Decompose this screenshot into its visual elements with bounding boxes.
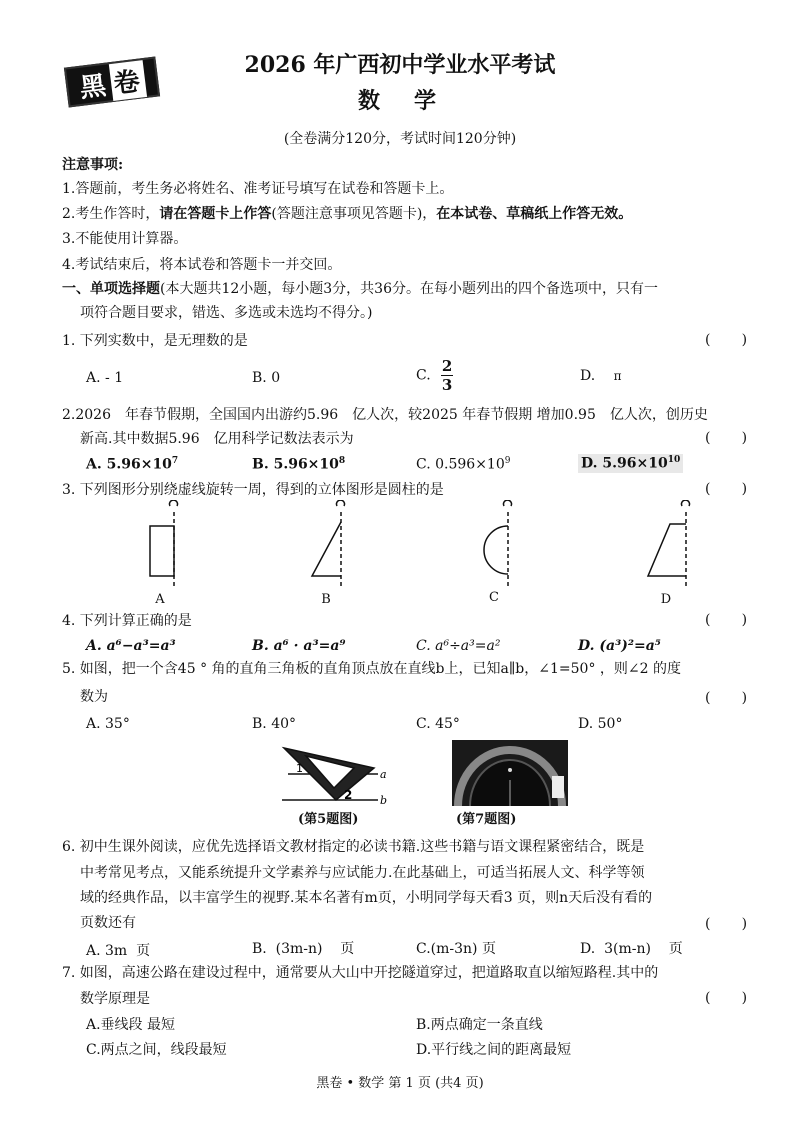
q6-option-a: A. 3m 页 — [86, 943, 151, 959]
q1-frac-den: 3 — [441, 376, 453, 394]
notes-item-3: 3.不能使用计算器。 — [62, 231, 188, 247]
notes-item-2a: 2.考生作答时， — [62, 206, 160, 222]
q7-option-b: B.两点确定一条直线 — [416, 1017, 543, 1033]
q6-line-4: 页数还有 — [80, 915, 136, 931]
q5-option-b: B. 40° — [252, 716, 297, 732]
q3-fig-a-arrow — [170, 500, 178, 506]
notes-item-4: 4.考试结束后，将本试卷和答题卡一并交回。 — [62, 257, 342, 273]
q6-line-1: 6. 初中生课外阅读，应优先选择语文教材指定的必读书籍.这些书籍与语文课程紧密结合，既是 — [62, 839, 645, 855]
q1-option-d-val: π — [613, 369, 622, 383]
exam-subtitle: (全卷满分120分，考试时间120分钟) — [283, 131, 517, 147]
fig5-angle-1: 1 — [296, 762, 303, 775]
logo-text-1: 黑 — [78, 70, 110, 104]
q3-label-a: A — [155, 592, 165, 607]
q3-label-d: D — [660, 592, 672, 607]
q5-option-d: D. 50° — [578, 716, 623, 732]
q3-answer-paren: ( ) — [705, 481, 748, 497]
notes-item-2c: (答题注意事项见答题卡)， — [271, 206, 437, 222]
q2-stem-1: 2.2026 年春节假期，全国国内出游约5.96 亿人次，较2025 年春节假期 增加0.95 亿人次，创历史 — [62, 407, 708, 423]
section1-line1 — [62, 278, 658, 300]
q2-option-c: C. $0.596\times 10^9$ — [416, 456, 511, 473]
q5-stem-2: 数为 — [80, 689, 108, 705]
q6-line-2: 中考常见考点，又能系统提升文学素养与应试能力.在此基础上，可适当拓展人文、科学等领 — [80, 865, 645, 881]
q3-fig-d-shape — [648, 524, 686, 576]
q1-option-a: A. - 1 — [86, 370, 124, 386]
q1-option-d-prefix: D. — [580, 368, 596, 384]
fig5-triangle-ruler — [278, 744, 398, 806]
q3-figures — [0, 500, 800, 592]
fig5-label-a: a — [380, 768, 387, 781]
q6-option-c: C.(m-3n) 页 — [416, 941, 496, 957]
fig7-tunnel-photo — [452, 740, 568, 806]
q1-option-d — [580, 368, 622, 384]
section1-line2: 项符合题目要求，错选、多选或未选均不得分。) — [80, 305, 373, 321]
q5-stem-1: 5. 如图，把一个含45 ° 角的直角三角板的直角顶点放在直线b上，已知a∥b，∠1=50° ，则∠2 的度 — [62, 661, 681, 677]
q1-fraction — [441, 358, 453, 393]
q2-option-d: D. $5.96\times 10^{10}$ — [578, 454, 683, 473]
q2-answer-paren: ( ) — [705, 430, 748, 446]
q3-fig-b-shape — [312, 522, 341, 576]
q5-option-a: A. 35° — [86, 716, 130, 732]
fig5-angle-2: 2 — [344, 788, 353, 802]
q3-label-b: B — [321, 592, 331, 607]
notes-item-2 — [62, 203, 632, 225]
fig5-label-b: b — [380, 794, 388, 806]
q3-fig-d-arrow — [681, 500, 689, 506]
q3-stem: 3. 下列图形分别绕虚线旋转一周，得到的立体图形是圆柱的是 — [62, 482, 444, 498]
section1-title: 一、单项选择题 — [62, 281, 160, 297]
q7-answer-paren: ( ) — [705, 990, 748, 1006]
q2-option-b: B. $5.96\times 10^8$ — [252, 456, 346, 473]
q2-stem-2: 新高.其中数据5.96 亿用科学记数法表示为 — [80, 431, 354, 447]
q3-fig-c-shape — [484, 526, 508, 574]
q3-fig-c-arrow — [503, 500, 511, 506]
q5-answer-paren: ( ) — [705, 690, 748, 706]
q3-fig-b-arrow — [337, 500, 345, 506]
section1-desc: (本大题共12小题，每小题3分，共36分。在每小题列出的四个备选项中，只有一 — [160, 281, 658, 297]
exam-subject: 数 学 — [357, 88, 442, 114]
q4-option-b: B. a⁶ · a³=a⁹ — [252, 638, 346, 654]
fig7-caption: (第7题图) — [456, 812, 517, 827]
q6-answer-paren: ( ) — [705, 916, 748, 932]
q1-option-b: B. 0 — [252, 370, 281, 386]
q1-frac-num: 2 — [441, 357, 453, 375]
q3-fig-a-shape — [150, 526, 174, 576]
q7-line-2: 数学原理是 — [80, 991, 150, 1007]
q4-answer-paren: ( ) — [705, 612, 748, 628]
q7-option-c: C.两点之间，线段最短 — [86, 1042, 227, 1058]
notes-item-2b: 请在答题卡上作答 — [159, 206, 272, 222]
q1-stem: 1. 下列实数中，是无理数的是 — [62, 333, 248, 349]
q6-option-d: D. 3(m-n) 页 — [580, 941, 683, 957]
q2-option-a: A. $5.96\times 10^7$ — [86, 456, 179, 473]
q7-line-1: 7. 如图，高速公路在建设过程中，通常要从大山中开挖隧道穿过，把道路取直以缩短路程.其中的 — [62, 965, 659, 981]
q7-option-d: D.平行线之间的距离最短 — [416, 1042, 572, 1058]
exam-title: 2026 年广西初中学业水平考试 — [244, 52, 556, 78]
q4-option-c: C. a⁶÷a³=a² — [416, 638, 501, 654]
q1-option-c-prefix: C. — [416, 367, 431, 384]
q1-option-c — [416, 358, 453, 393]
logo-text-2: 卷 — [108, 60, 146, 101]
fig5-caption: (第5题图) — [298, 812, 359, 827]
q1-answer-paren: ( ) — [705, 332, 748, 348]
q6-option-b: B. (3m-n) 页 — [252, 941, 355, 957]
q7-option-a: A.垂线段 最短 — [86, 1017, 176, 1033]
notes-item-2d: 在本试卷、草稿纸上作答无效。 — [436, 206, 633, 222]
q4-stem: 4. 下列计算正确的是 — [62, 613, 192, 629]
q5-option-c: C. 45° — [416, 716, 460, 732]
q6-line-3: 域的经典作品，以丰富学生的视野.某本名著有m页，小明同学每天看3 页，则n天后没有看的 — [80, 890, 653, 906]
q4-option-a: A. a⁶−a³=a³ — [86, 638, 176, 654]
q3-label-c: C — [489, 590, 499, 605]
page-footer: 黑卷 • 数学 第 1 页 (共4 页) — [316, 1076, 484, 1091]
notes-item-1: 1.答题前，考生务必将姓名、准考证号填写在试卷和答题卡上。 — [62, 181, 454, 197]
notes-heading: 注意事项: — [62, 157, 124, 173]
q4-option-d: D. (a³)²=a⁵ — [578, 638, 661, 654]
